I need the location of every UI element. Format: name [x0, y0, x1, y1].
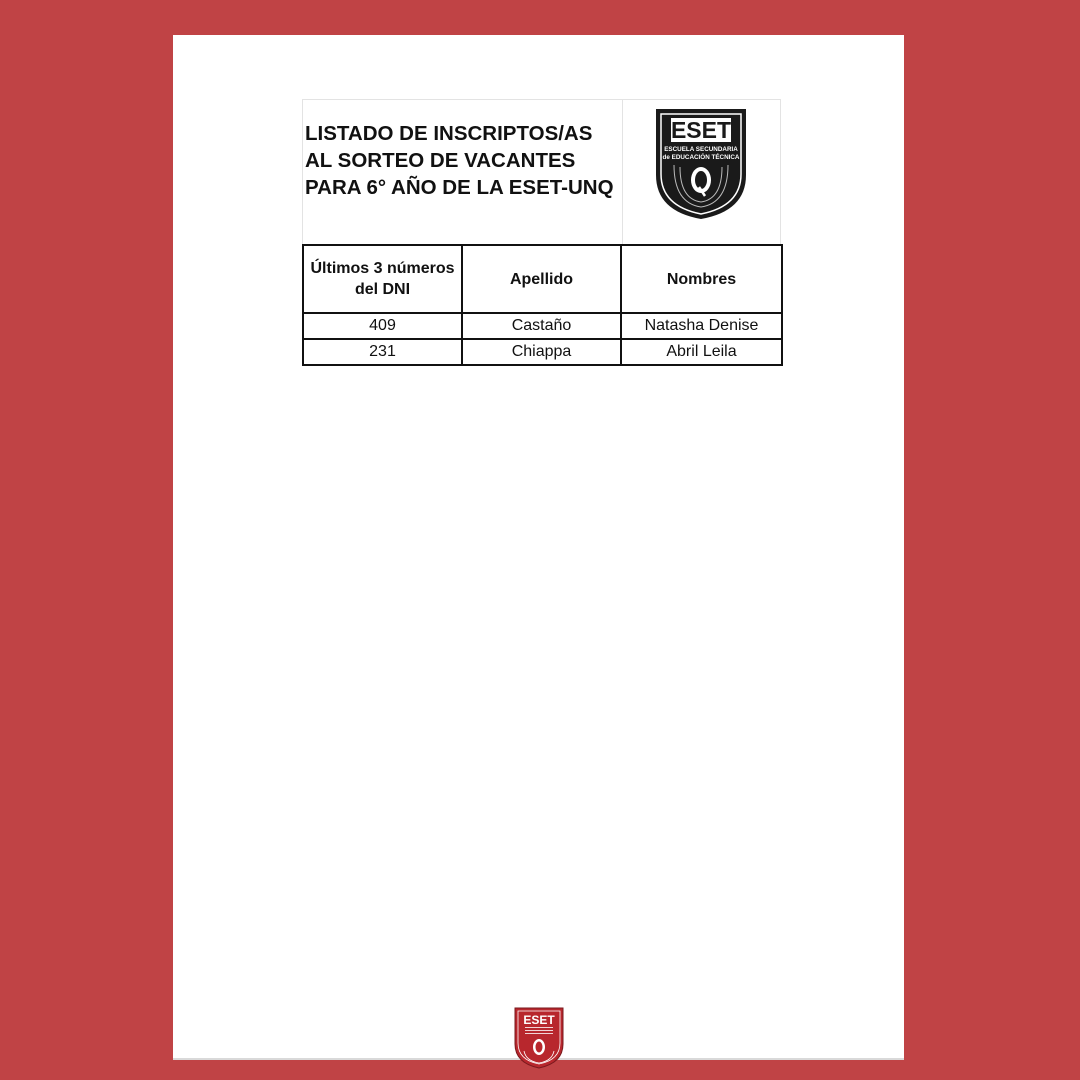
- svg-text:ESET: ESET: [523, 1013, 555, 1027]
- cell-apellido: Castaño: [462, 313, 621, 339]
- eset-logo: [654, 107, 748, 221]
- header-apellido: Apellido: [462, 245, 621, 313]
- logo-line1: ESCUELA SECUNDARIA: [664, 146, 738, 153]
- logo-cell: [622, 100, 782, 244]
- logo-line2: de EDUCACIÓN TÉCNICA: [662, 154, 740, 161]
- cell-dni: 231: [303, 339, 462, 365]
- cell-nombres: Abril Leila: [621, 339, 782, 365]
- header-row: [302, 99, 781, 245]
- inscriptos-table: [302, 244, 783, 366]
- table-header-row: [303, 245, 782, 313]
- footer-logo: [514, 1007, 564, 1074]
- eset-footer-logo-icon: [514, 1007, 564, 1069]
- table-row: [303, 313, 782, 339]
- document-page: [173, 35, 904, 1060]
- header-nombres: Nombres: [621, 245, 782, 313]
- logo-name: ESET: [670, 117, 732, 143]
- cell-nombres: Natasha Denise: [621, 313, 782, 339]
- header-dni: Últimos 3 números del DNI: [303, 245, 462, 313]
- cell-dni: 409: [303, 313, 462, 339]
- table-row: [303, 339, 782, 365]
- document-title: LISTADO DE INSCRIPTOS/AS AL SORTEO DE VACANTES PARA 6° AÑO DE LA ESET-UNQ: [305, 122, 614, 199]
- cell-apellido: Chiappa: [462, 339, 621, 365]
